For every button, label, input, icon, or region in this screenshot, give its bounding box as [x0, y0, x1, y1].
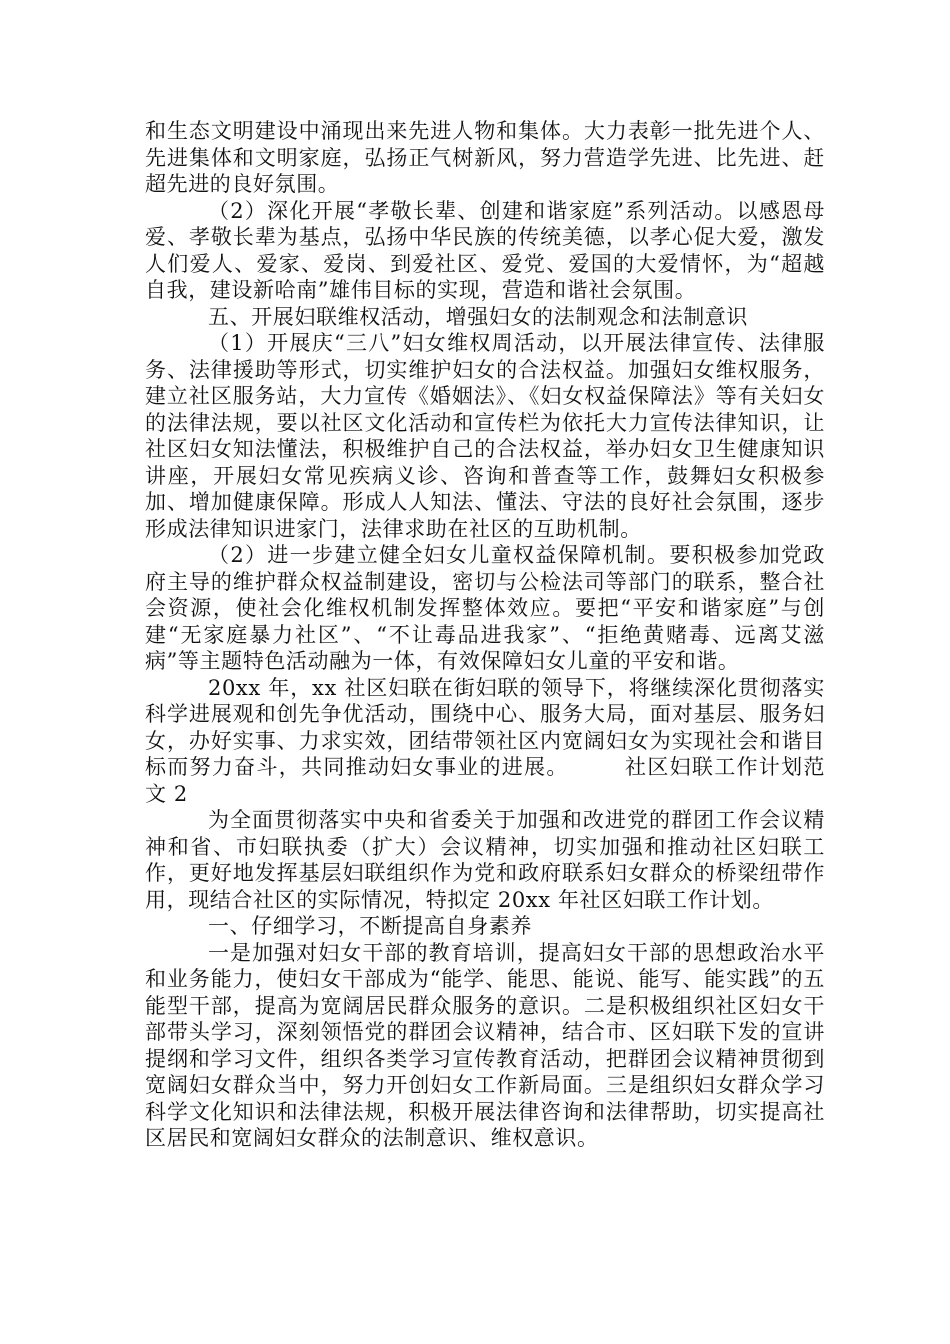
paragraph: （2）进一步建立健全妇女儿童权益保障机制。要积极参加党政府主导的维护群众权益制建设，密切与公检法司等部门的联系，整合社会资源，使社会化维权机制发挥整体效应。要把“平安和谐家庭”与创建“无家庭暴力社区”、“不让毒品进我家”、“拒绝黄赌毒、远离艾滋病”等主题特色活动融为一体，有效保障妇女儿童的平安和谐。 — [145, 543, 825, 673]
section-heading: 一、仔细学习，不断提高自身素养 — [208, 914, 532, 938]
paragraph: 20xx 年，xx 社区妇联在街妇联的领导下，将继续深化贯彻落实科学进展观和创先争优活动，围绕中心、服务大局，面对基层、服务妇女，办好实事、力求实效，团结带领社区内宽阔妇女为实现社会和谐目标而努力奋斗，共同推动妇女事业的进展。 社区妇联工作计划范文 2 — [145, 675, 825, 806]
paragraph: （2）深化开展“孝敬长辈、创建和谐家庭”系列活动。以感恩母爱、孝敬长辈为基点，弘扬中华民族的传统美德，以孝心促大爱，激发人们爱人、爱家、爱岗、到爱社区、爱党、爱国的大爱情怀，为“超越自我，建设新哈南”雄伟目标的实现，营造和谐社会氛围。 — [145, 198, 825, 302]
paragraph: 和生态文明建设中涌现出来先进人物和集体。大力表彰一批先进个人、先进集体和文明家庭，弘扬正气树新风，努力营造学先进、比先进、赶超先进的良好氛围。 — [145, 119, 825, 196]
document-body — [145, 118, 825, 1152]
section-heading: 五、开展妇联维权活动，增强妇女的法制观念和法制意识 — [208, 304, 748, 329]
paragraph: 一是加强对妇女干部的教育培训，提高妇女干部的思想政治水平和业务能力，使妇女干部成为“能学、能思、能说、能写、能实践”的五能型干部，提高为宽阔居民群众服务的意识。二是积极组织社区妇女干部带头学习，深刻领悟党的群团会议精神，结合市、区妇联下发的宣讲提纲和学习文件，组织各类学习宣传教育活动，把群团会议精神贯彻到宽阔妇女群众当中，努力开创妇女工作新局面。三是组织妇女群众学习科学文化知识和法律法规，积极开展法律咨询和法律帮助，切实提高社区居民和宽阔妇女群众的法制意识、维权意识。 — [145, 940, 825, 1150]
paragraph: （1）开展庆“三八”妇女维权周活动，以开展法律宣传、法律服务、法律援助等形式，切实维护妇女的合法权益。加强妇女维权服务，建立社区服务站，大力宣传《婚姻法》、《妇女权益保障法》等有关妇女的法律法规，要以社区文化活动和宣传栏为依托大力宣传法律知识，让社区妇女知法懂法，积极维护自己的合法权益，举办妇女卫生健康知识讲座，开展妇女常见疾病义诊、咨询和普查等工作，鼓舞妇女积极参加、增加健康保障。形成人人知法、懂法、守法的良好社会氛围，逐步形成法律知识进家门，法律求助在社区的互助机制。 — [145, 331, 825, 541]
paragraph: 为全面贯彻落实中央和省委关于加强和改进党的群团工作会议精神和省、市妇联执委（扩大）会议精神，切实加强和推动社区妇联工作，更好地发挥基层妇联组织作为党和政府联系妇女群众的桥梁纽带作用，现结合社区的实际情况，特拟定 20xx 年社区妇联工作计划。 — [145, 808, 825, 912]
